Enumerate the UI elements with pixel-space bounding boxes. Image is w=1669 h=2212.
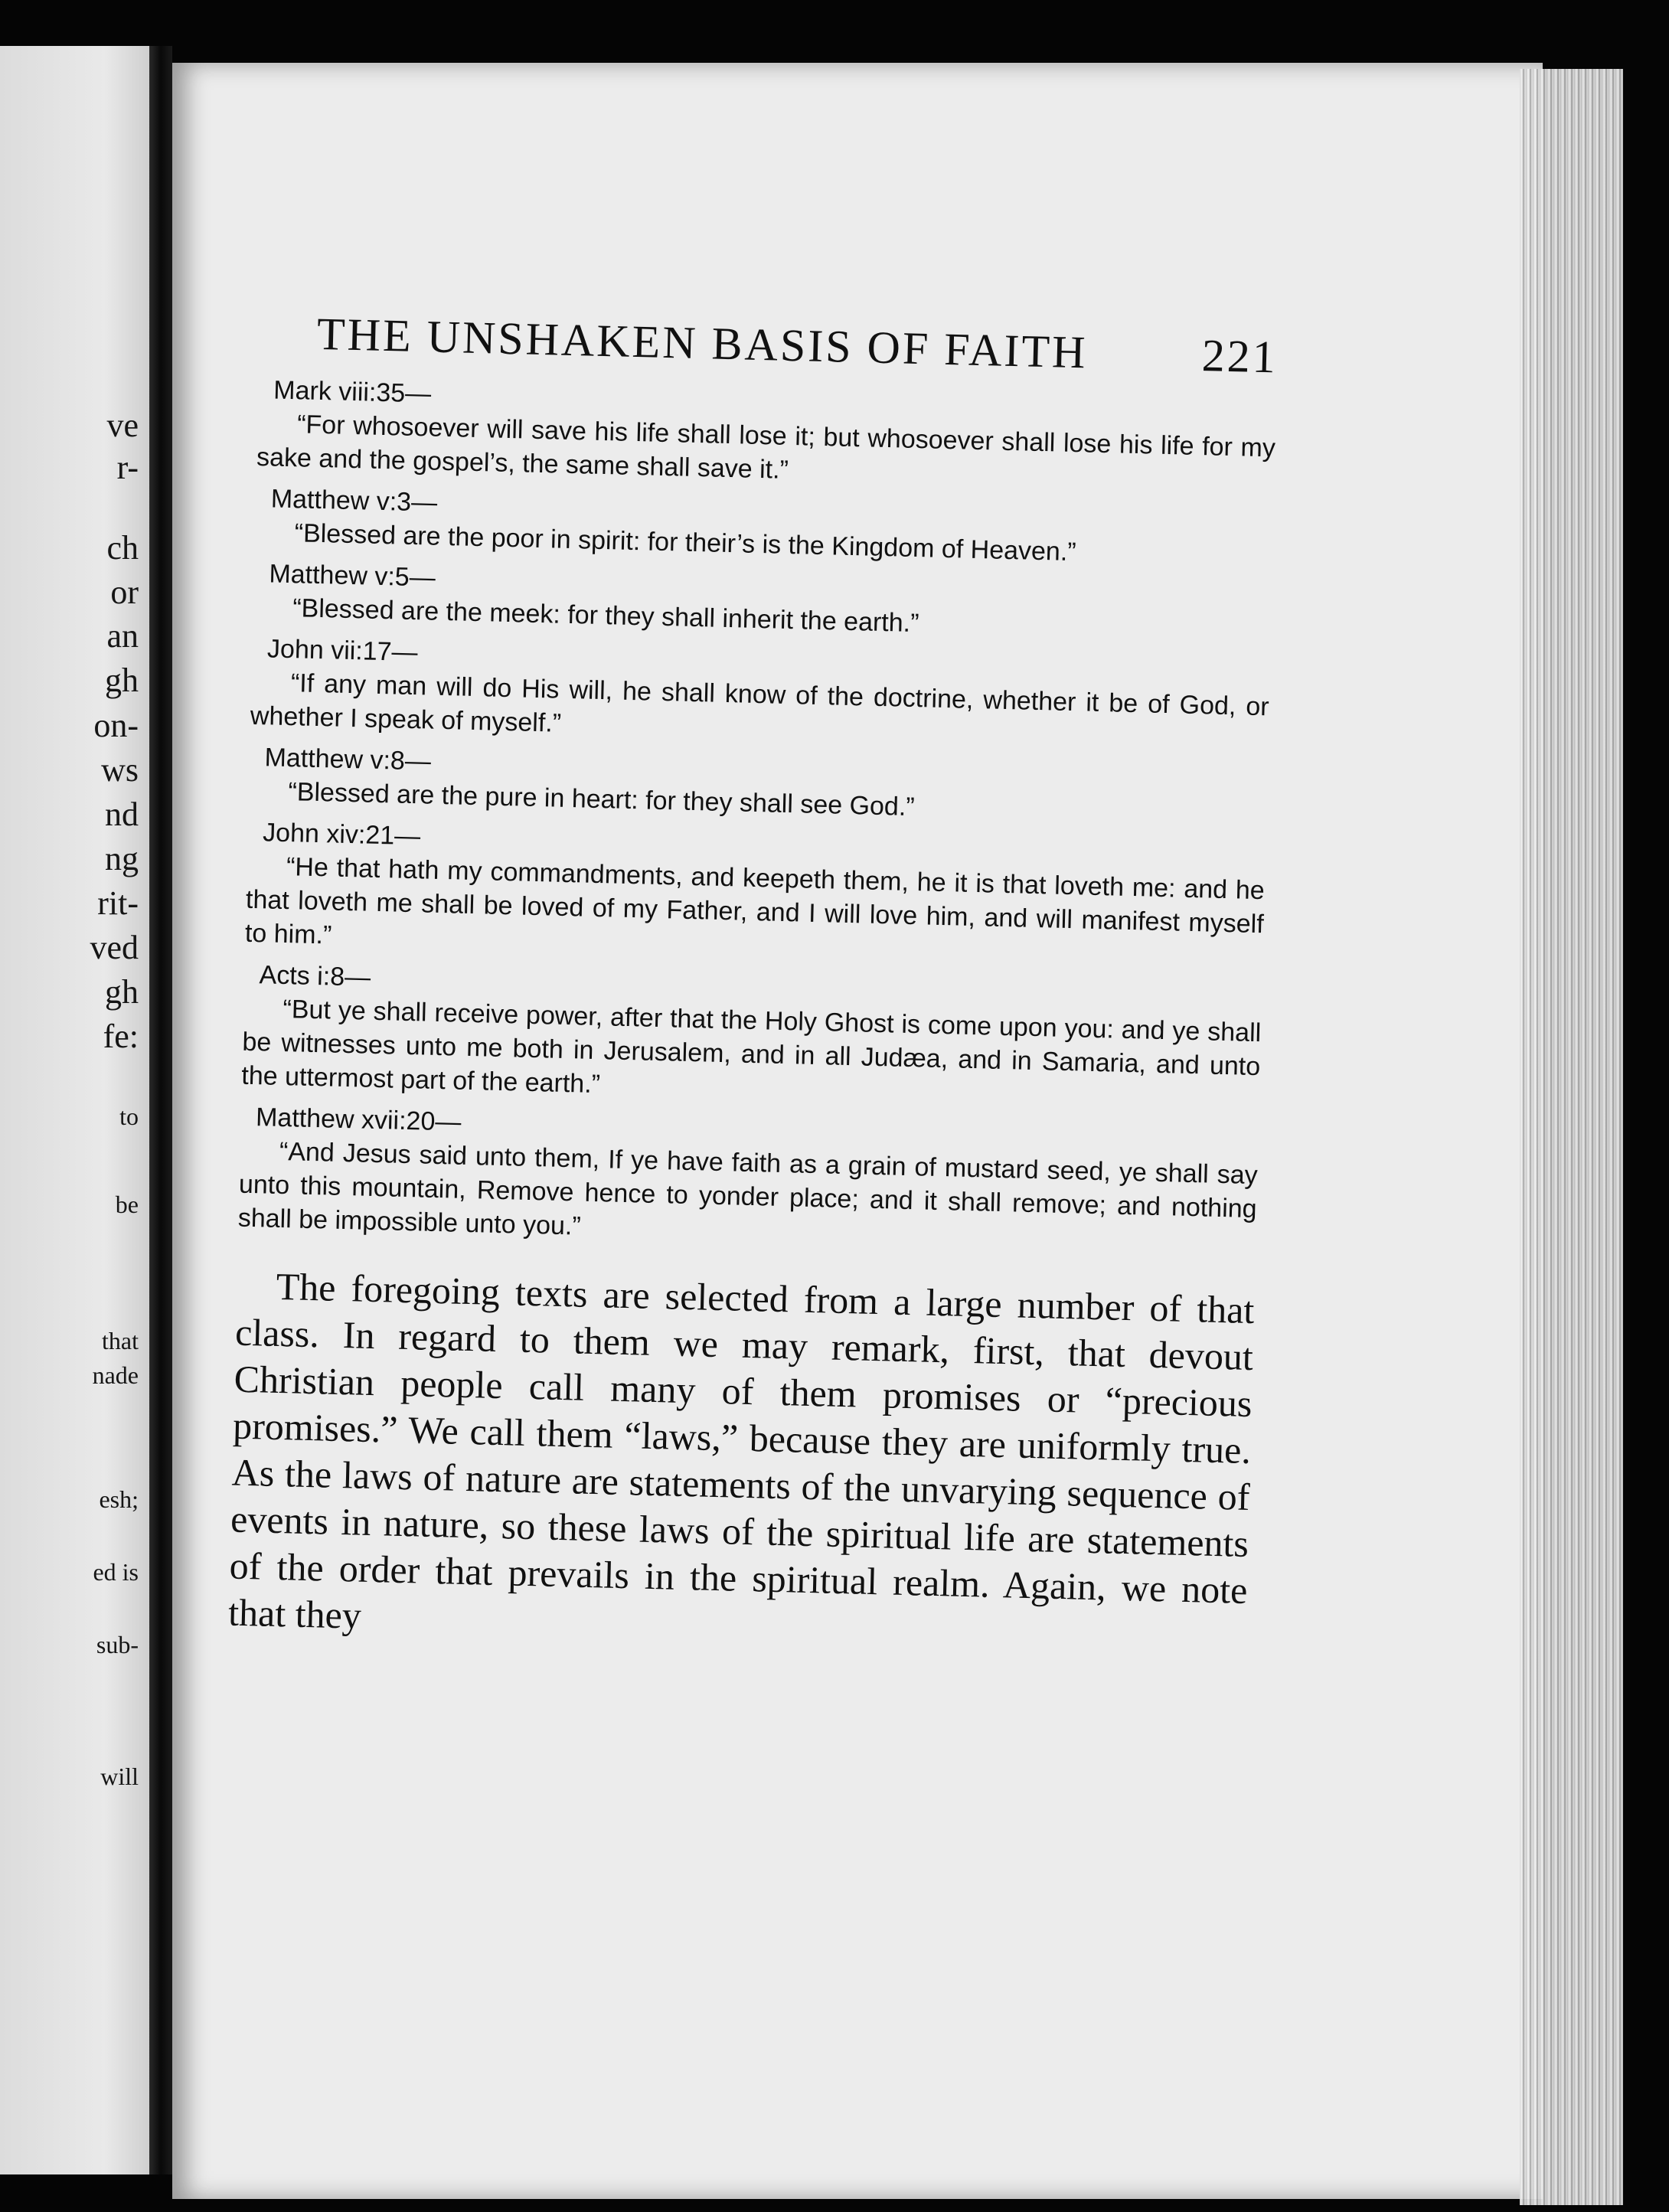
- page-edges: [1520, 69, 1623, 2205]
- facing-page-text: gh: [105, 973, 139, 1011]
- running-title: THE UNSHAKEN BASIS OF FAITH: [316, 308, 1089, 378]
- facing-page-text: be: [115, 1191, 139, 1218]
- facing-page-text: esh;: [99, 1485, 139, 1513]
- verse-reference: Acts i:8—: [259, 960, 371, 992]
- verse-reference: Matthew v:8—: [264, 743, 432, 776]
- verse-reference: Mark viii:35—: [273, 375, 432, 409]
- facing-page-text: nd: [105, 796, 139, 833]
- verse-block: [241, 958, 1262, 1117]
- page-content: [227, 306, 1278, 1699]
- facing-page-text: gh: [105, 662, 139, 699]
- verse-block: [250, 632, 1270, 757]
- facing-page-text: an: [106, 617, 139, 655]
- verse-text: “And Jesus said unto them, If ye have faith as a grain of mustard seed, ye shall say unto this mountain, Remove hence to yonder place; and it shall remove; and nothing shall be impossible unto you.”: [237, 1136, 1259, 1241]
- page-number: 221: [1200, 330, 1279, 383]
- facing-page-text: ved: [90, 929, 139, 966]
- facing-page-text: sub-: [96, 1631, 139, 1658]
- verse-text: “Blessed are the meek: for they shall inherit the earth.”: [292, 593, 919, 639]
- facing-page-text: nade: [92, 1361, 139, 1389]
- verse-block: [256, 373, 1277, 498]
- facing-page-text: ed is: [93, 1558, 139, 1586]
- facing-page-text: rit-: [97, 884, 139, 922]
- verse-text: “Blessed are the pure in heart: for they shall see God.”: [288, 777, 916, 822]
- facing-page-text: or: [110, 573, 139, 611]
- body-paragraph: The foregoing texts are selected from a large number of that class. In regard to them we may remark, first, that devout Christian people call many of them promises or “precious promises.” We call them “laws,” because they are uniformly true. As the laws of nature are statements of the unvarying sequence of events in nature, so these laws of the spiritual life are statements of the order that prevails in the spiritual realm. Again, we note that they: [227, 1264, 1256, 1637]
- facing-page-text: that: [102, 1327, 139, 1354]
- facing-page-text: will: [100, 1763, 139, 1790]
- verse-text: “For whosoever will save his life shall lose it; but whosoever shall lose his life for my sake and the gospel’s, the same shall save it.”: [256, 410, 1276, 485]
- verse-reference: Matthew v:3—: [270, 484, 438, 518]
- verse-text: “But ye shall receive power, after that the Holy Ghost is come upon you: and ye shall be witnesses unto me both in Jerusalem, and in all Judæa, and in Samaria, and unto the uttermost part of the earth.”: [240, 995, 1262, 1099]
- facing-page-text: r-: [116, 449, 139, 486]
- facing-page-fragment: [0, 46, 149, 2174]
- facing-page-text: on-: [93, 707, 139, 744]
- facing-page-text: ng: [105, 840, 139, 877]
- verse-text: “If any man will do His will, he shall know of the doctrine, whether it be of God, or whether I speak of myself.”: [250, 668, 1270, 738]
- facing-page-text: ch: [106, 529, 139, 567]
- verse-text: “He that hath my commandments, and keepeth them, he it is that loveth me: and he that loveth me shall be loved of my Father, and I will love him, and will manifest myself to him.”: [244, 852, 1266, 950]
- verse-reference: Matthew v:5—: [269, 559, 436, 593]
- verse-reference: John xiv:21—: [262, 818, 421, 851]
- verse-block: [244, 815, 1266, 975]
- verse-reference: John vii:17—: [266, 634, 419, 668]
- facing-page-text: ve: [106, 407, 139, 444]
- facing-page-text: to: [119, 1103, 139, 1130]
- verse-text: “Blessed are the poor in spirit: for their’s is the Kingdom of Heaven.”: [294, 518, 1077, 567]
- verse-block: [237, 1100, 1259, 1260]
- facing-page-text: fe:: [103, 1018, 139, 1055]
- verse-reference: Matthew xvii:20—: [255, 1103, 462, 1137]
- facing-page-text: ws: [101, 751, 139, 789]
- book-gutter: [149, 46, 172, 2174]
